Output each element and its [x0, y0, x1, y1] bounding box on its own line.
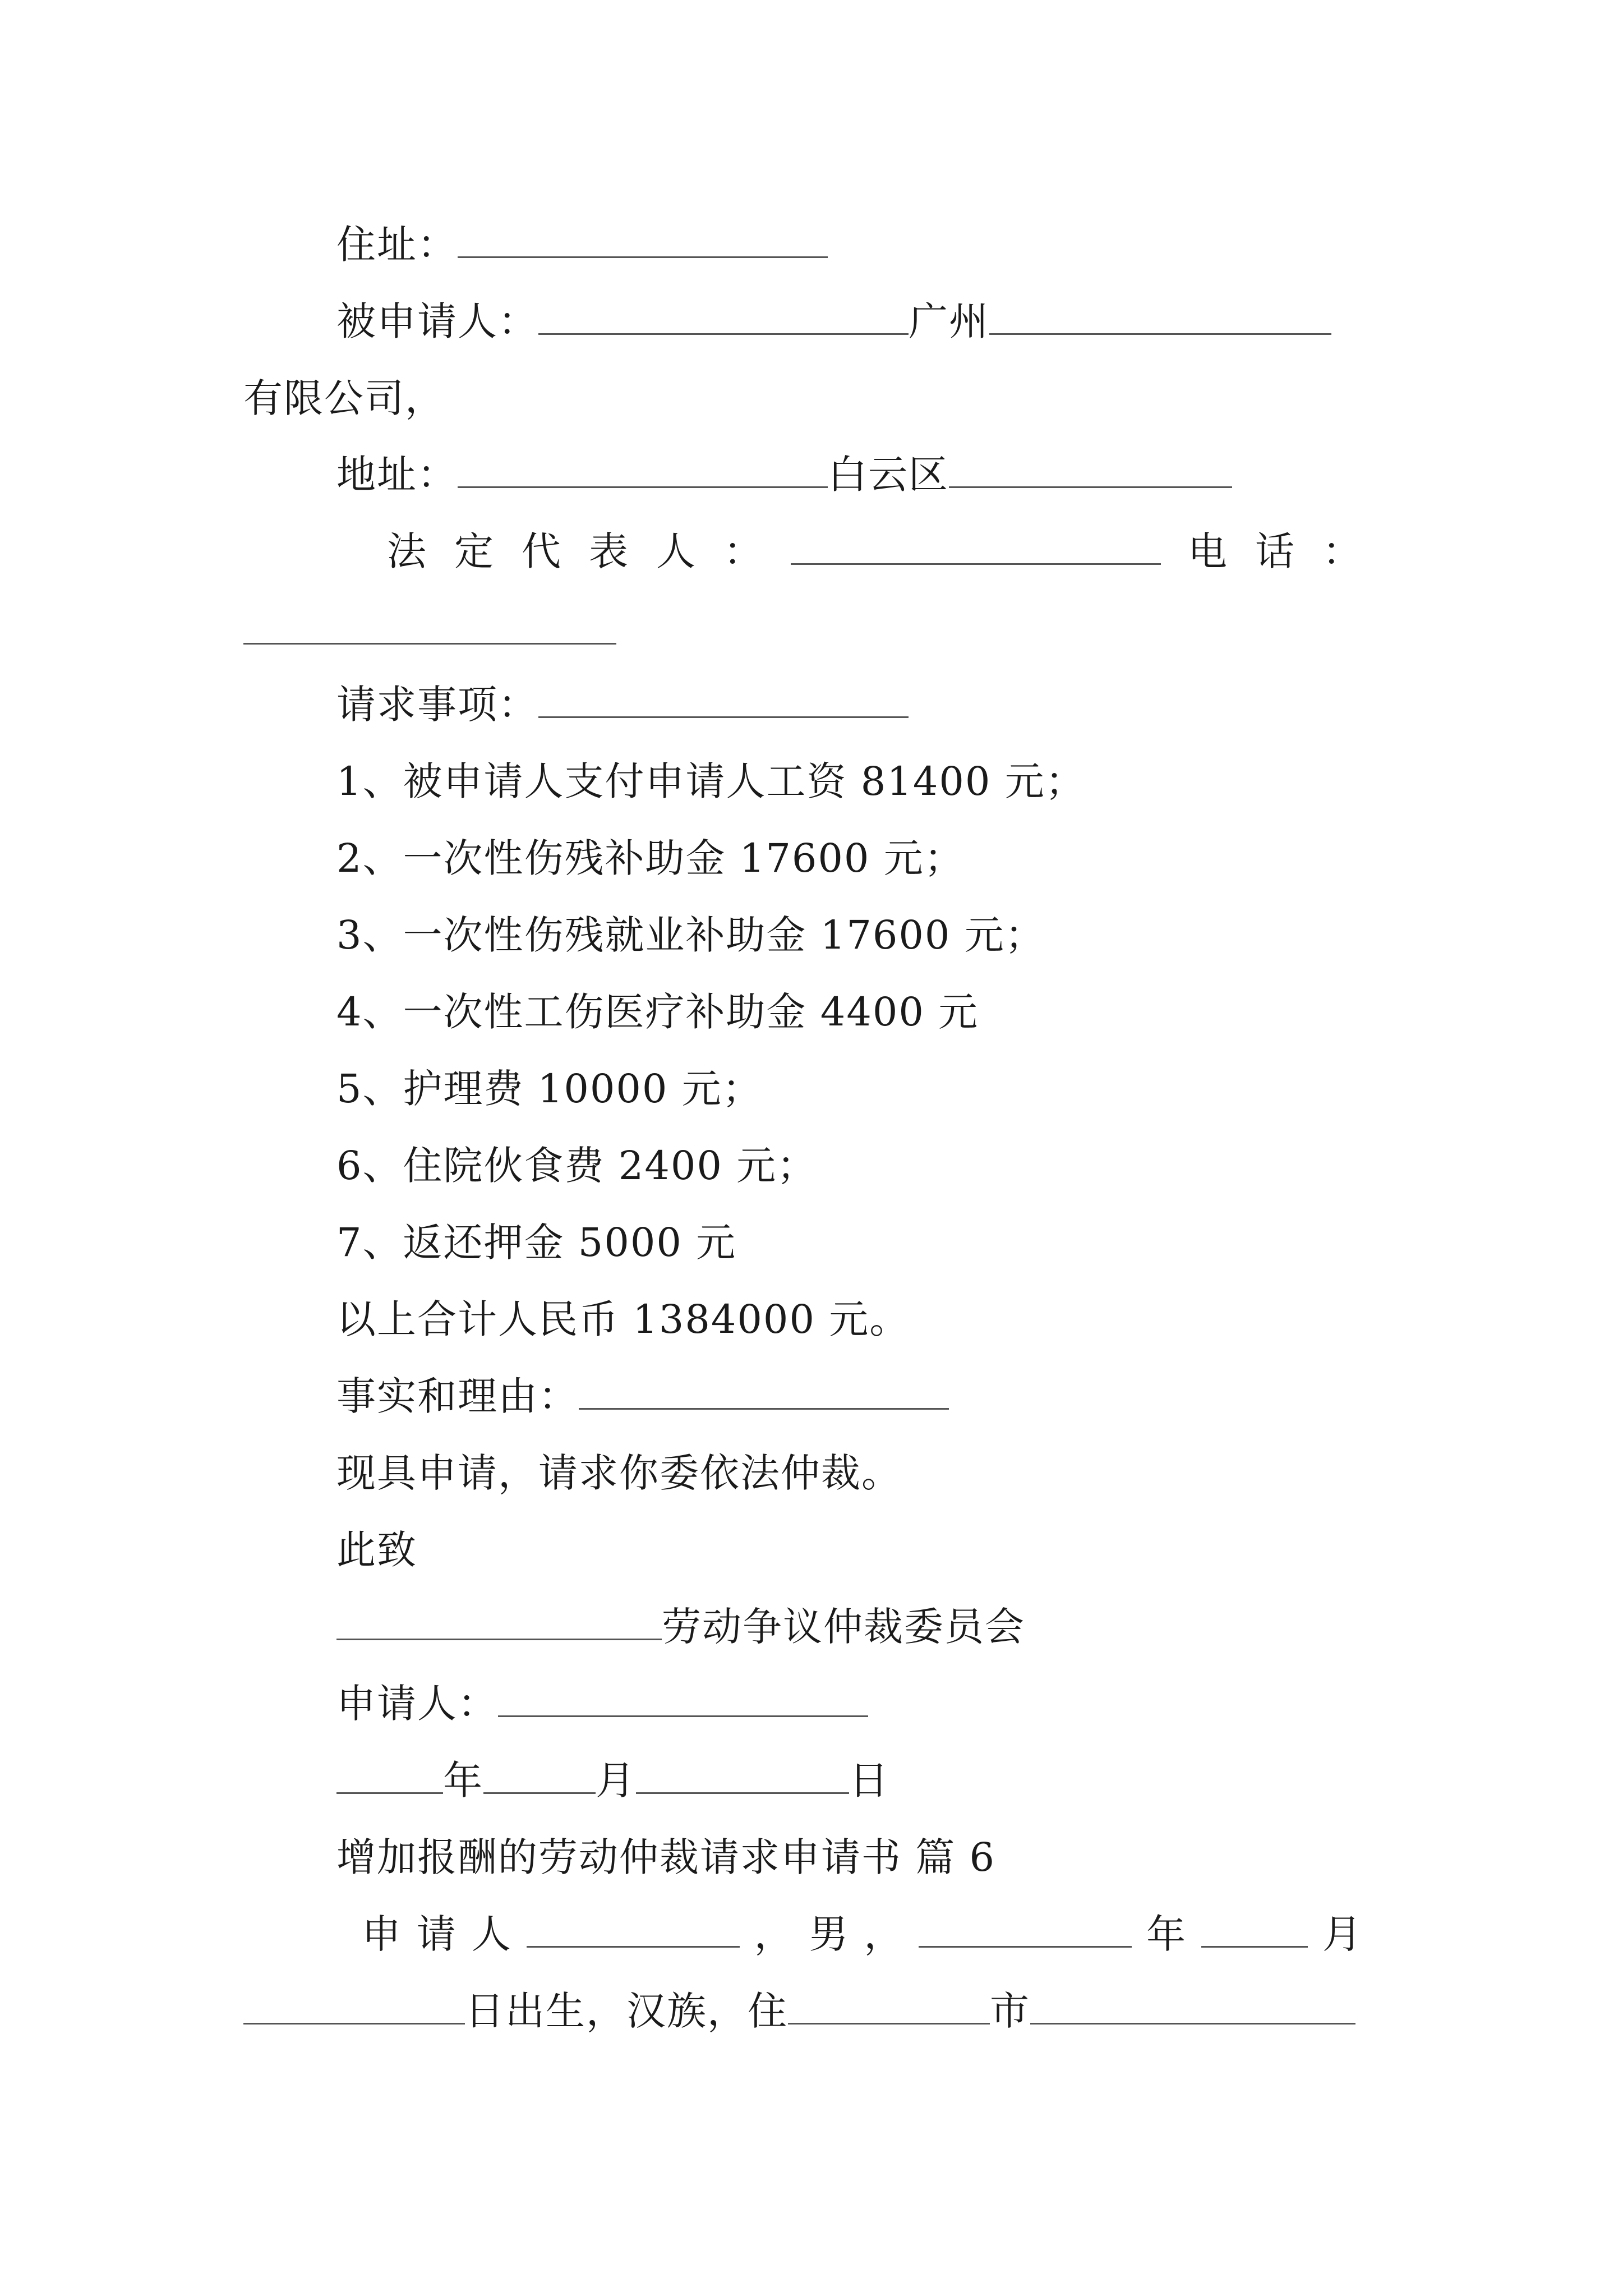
applicant-intro-char-2: 请	[416, 1911, 457, 1957]
birth-year-label: 年	[1146, 1911, 1187, 1957]
birth-month-blank	[1201, 1913, 1308, 1948]
address-label: 住址：	[336, 222, 458, 268]
address-blank	[458, 224, 828, 258]
legal-rep-char-1: 法	[387, 528, 427, 574]
residence-address-blank	[1030, 1990, 1355, 2024]
respondent-company-blank	[989, 301, 1331, 335]
legal-rep-line	[387, 526, 1363, 577]
month-label: 月	[596, 1757, 636, 1803]
day-label: 日	[849, 1757, 889, 1803]
claim-item: 7、返还押金 5000 元	[336, 1220, 737, 1266]
salutation: 此致	[336, 1527, 417, 1573]
legal-rep-colon: ：	[723, 528, 764, 574]
applicant-sign-line	[336, 1678, 868, 1729]
company-address-blank-1	[458, 454, 828, 488]
respondent-label: 被申请人：	[336, 298, 538, 344]
day-blank	[636, 1760, 849, 1794]
request-statement: 现具申请，请求你委依法仲裁。	[336, 1450, 902, 1496]
phone-char-1: 电	[1188, 528, 1228, 574]
facts-line	[336, 1370, 949, 1422]
company-suffix-line	[243, 372, 445, 424]
respondent-name-blank	[538, 301, 909, 335]
committee-name: 劳动争议仲裁委员会	[662, 1604, 1025, 1650]
birth-day-blank	[243, 1990, 465, 2024]
residence-city-blank	[788, 1990, 990, 2024]
phone-char-2: 话	[1255, 528, 1295, 574]
company-suffix: 有限公司，	[243, 375, 445, 421]
applicant-gender: 男	[809, 1911, 850, 1957]
birth-month-label: 月	[1322, 1911, 1363, 1957]
applicant-blank	[498, 1683, 868, 1717]
claims-label: 请求事项：	[336, 682, 538, 728]
company-address-blank-2	[949, 454, 1232, 488]
company-address-label: 地址：	[336, 452, 458, 498]
applicant-intro-sep1: ，	[754, 1911, 795, 1957]
claim-item: 5、护理费 10000 元；	[336, 1066, 763, 1112]
address-line	[336, 219, 828, 270]
residence-city-label: 市	[990, 1988, 1030, 2034]
claims-label-line	[336, 679, 909, 730]
legal-rep-char-3: 代	[522, 528, 562, 574]
applicant-label: 申请人：	[336, 1681, 498, 1727]
birth-year-blank	[919, 1913, 1132, 1948]
claim-item: 3、一次性伤残就业补助金 17600 元；	[336, 912, 1045, 958]
claim-item: 6、住院伙食费 2400 元；	[336, 1143, 818, 1189]
respondent-city: 广州	[909, 298, 989, 344]
claim-item: 2、一次性伤残补助金 17600 元；	[336, 835, 965, 881]
company-address-line	[336, 449, 1232, 500]
month-blank	[483, 1760, 596, 1794]
legal-rep-char-4: 表	[589, 528, 629, 574]
birth-line	[243, 1985, 1355, 2037]
next-section-title: 增加报酬的劳动仲裁请求申请书 篇 6	[336, 1834, 996, 1880]
committee-blank	[336, 1606, 662, 1640]
company-district: 白云区	[828, 452, 949, 498]
year-blank	[336, 1760, 443, 1794]
applicant-intro-sep2: ，	[864, 1911, 905, 1957]
legal-rep-blank	[791, 531, 1161, 565]
applicant-intro-char-3: 人	[471, 1911, 512, 1957]
claim-item: 1、被申请人支付申请人工资 81400 元；	[336, 758, 1086, 804]
committee-line	[336, 1601, 1025, 1653]
facts-label: 事实和理由：	[336, 1373, 579, 1419]
facts-blank	[579, 1375, 949, 1410]
phone-colon: ：	[1322, 528, 1363, 574]
claim-item: 4、一次性工伤医疗补助金 4400 元	[336, 989, 979, 1035]
legal-rep-char-5: 人	[656, 528, 697, 574]
total-line: 以上合计人民币 1384000 元。	[336, 1296, 910, 1342]
date-line	[336, 1755, 889, 1806]
applicant-intro-line	[362, 1908, 1363, 1960]
legal-rep-char-2: 定	[454, 528, 495, 574]
respondent-line	[336, 296, 1331, 347]
birth-residence-text: 日出生，汉族，住	[465, 1988, 788, 2034]
applicant-intro-char-1: 申	[362, 1911, 402, 1957]
applicant-name-blank	[527, 1913, 740, 1948]
claims-blank	[538, 684, 909, 718]
phone-blank	[243, 642, 616, 645]
year-label: 年	[443, 1757, 483, 1803]
